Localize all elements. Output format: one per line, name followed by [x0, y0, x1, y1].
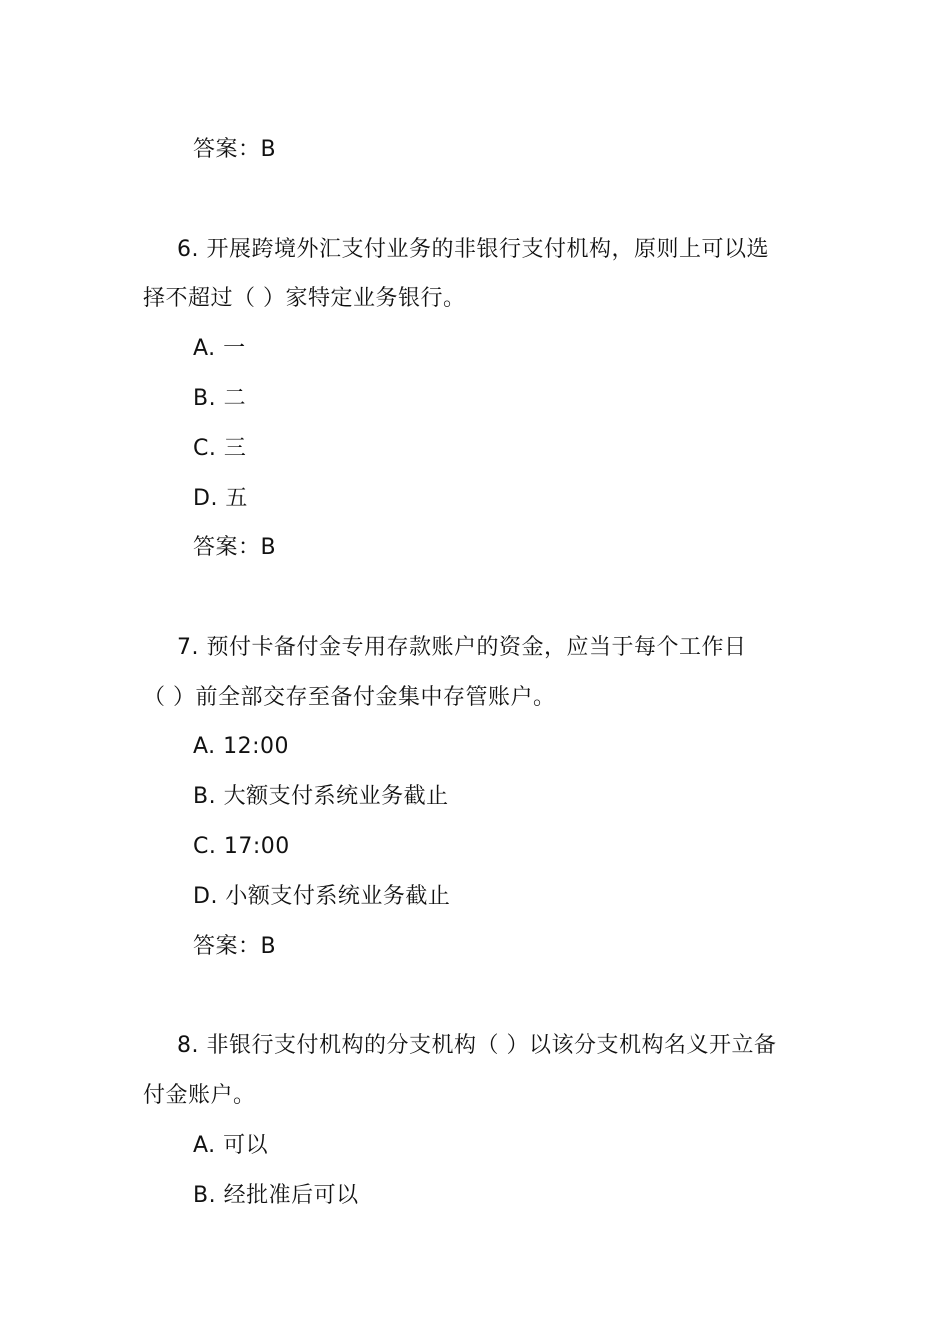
question-8-option-a: A. 可以: [193, 1133, 269, 1158]
question-6-option-d: D. 五: [193, 486, 248, 511]
question-6-answer: 答案：B: [193, 535, 277, 560]
answer-line: 答案：B: [193, 137, 277, 162]
question-6-stem-line-1: 6. 开展跨境外汇支付业务的非银行支付机构，原则上可以选: [177, 237, 769, 262]
question-7-answer: 答案：B: [193, 934, 277, 959]
question-7-option-b: B. 大额支付系统业务截止: [193, 784, 449, 809]
question-8-stem-line-2: 付金账户。: [143, 1083, 256, 1108]
question-7-stem-line-1: 7. 预付卡备付金专用存款账户的资金，应当于每个工作日: [177, 635, 747, 660]
question-7-option-c: C. 17:00: [193, 834, 290, 859]
question-6-stem-line-2: 择不超过（ ）家特定业务银行。: [143, 286, 466, 311]
question-8-option-b: B. 经批准后可以: [193, 1183, 359, 1208]
question-6-option-b: B. 二: [193, 386, 247, 411]
question-8-stem-line-1: 8. 非银行支付机构的分支机构（ ）以该分支机构名义开立备: [177, 1033, 777, 1058]
question-7-option-d: D. 小额支付系统业务截止: [193, 884, 451, 909]
question-6-option-a: A. 一: [193, 336, 246, 361]
question-7-stem-line-2: （ ）前全部交存至备付金集中存管账户。: [143, 685, 556, 710]
question-7-option-a: A. 12:00: [193, 734, 290, 759]
question-6-option-c: C. 三: [193, 436, 247, 461]
